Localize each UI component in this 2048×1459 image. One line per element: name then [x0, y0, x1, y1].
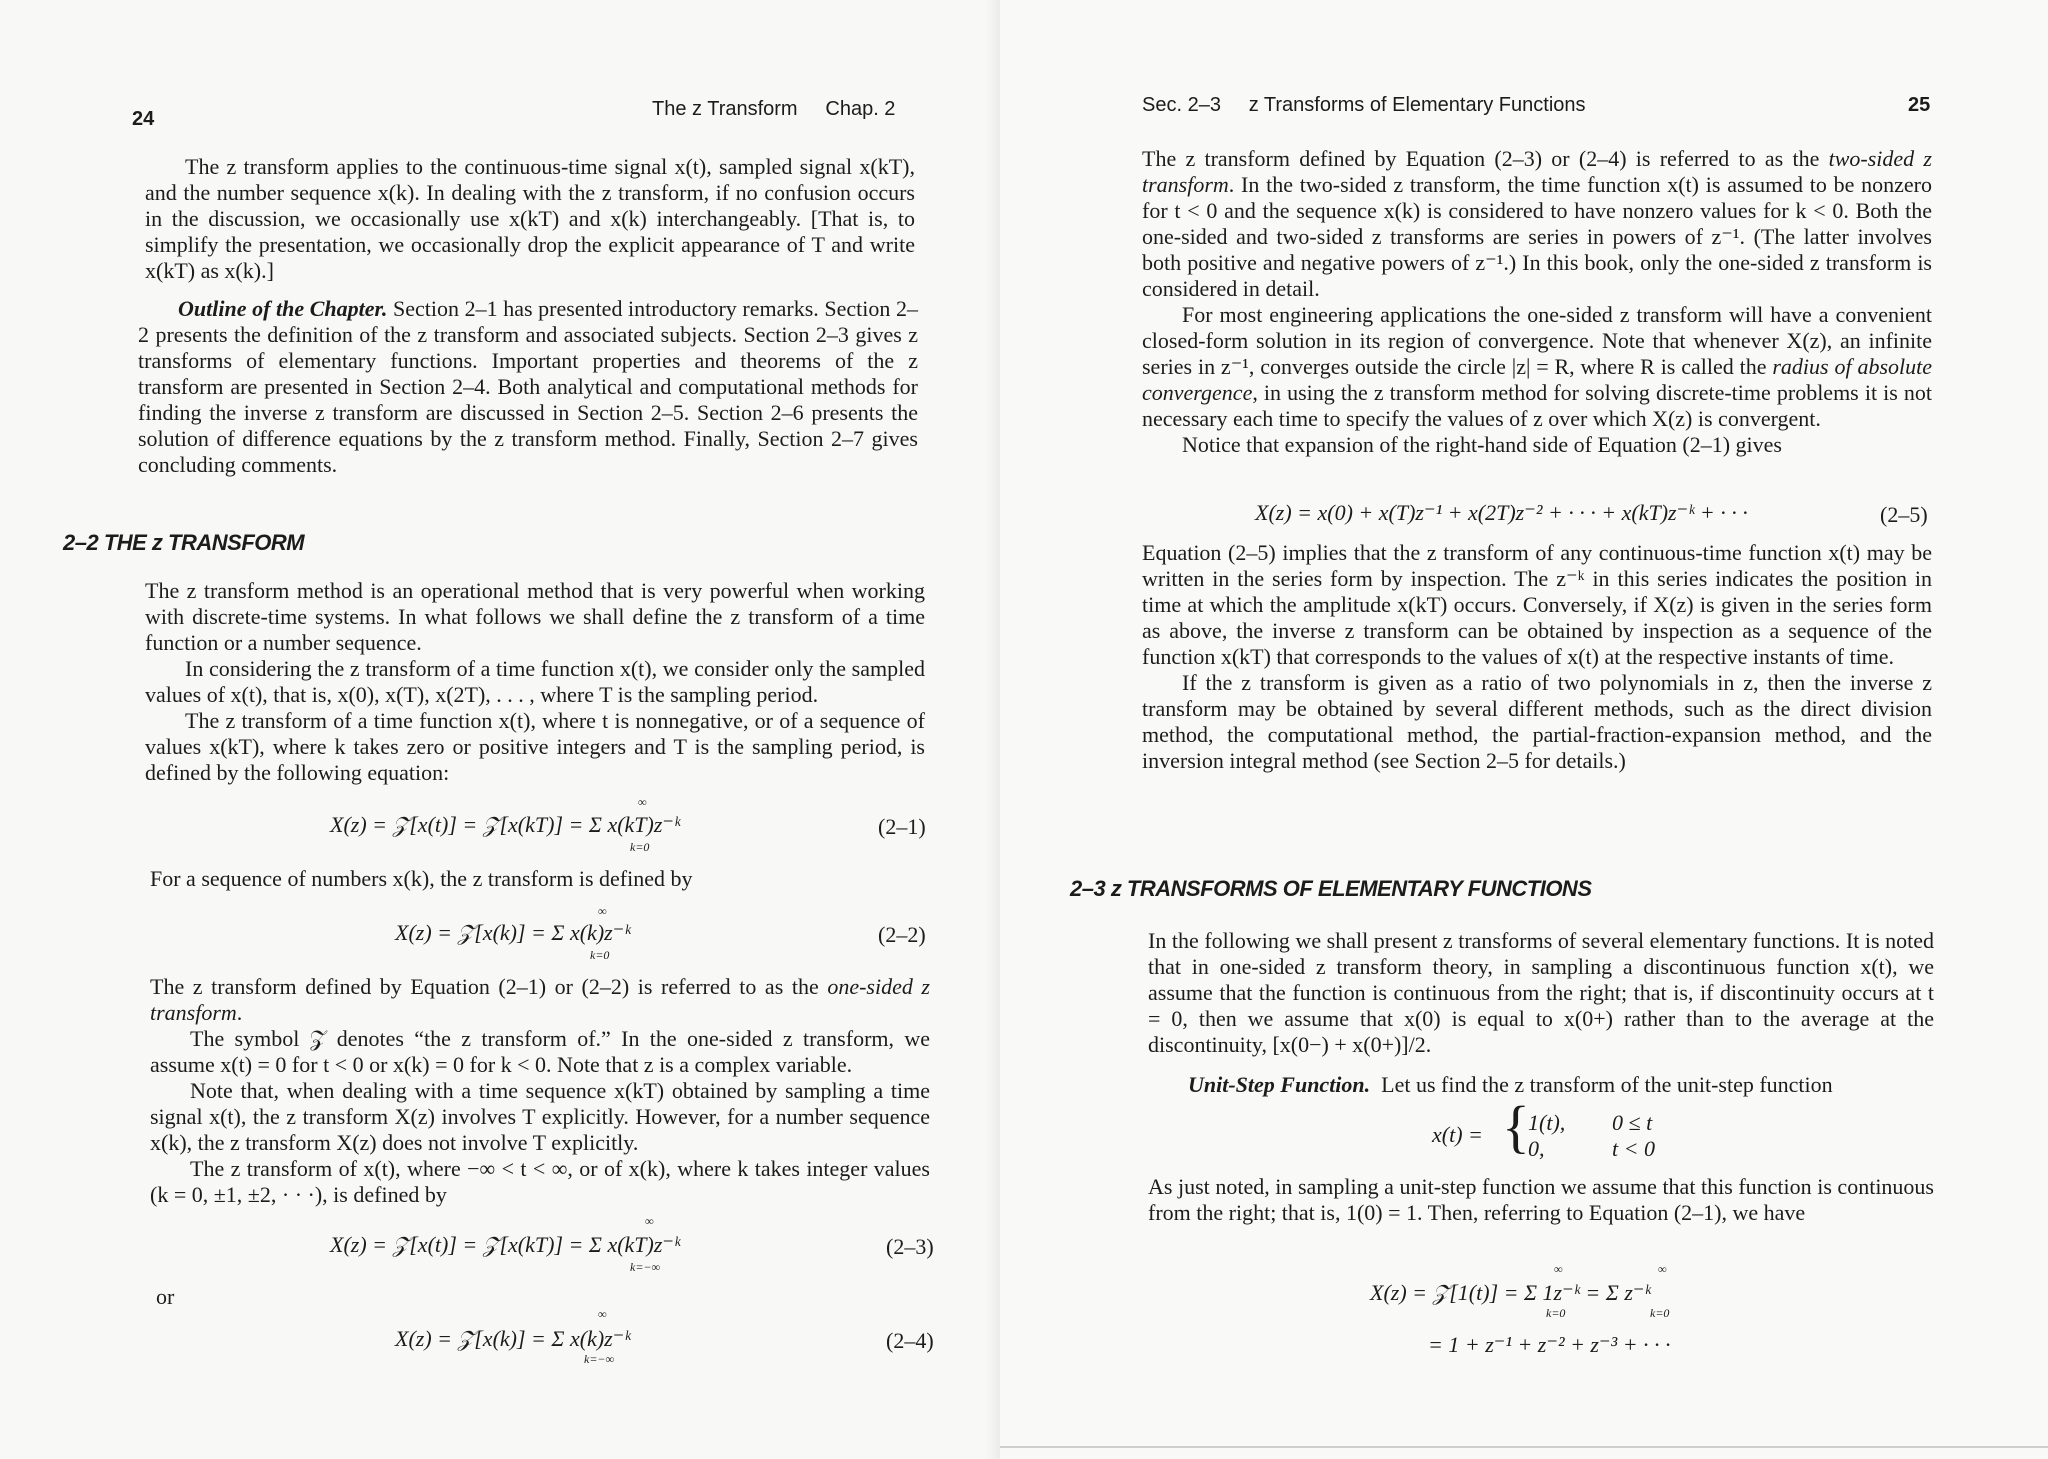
- paragraph: As just noted, in sampling a unit-step function we assume that this function is continuous from the right; that is, 1(0) = 1. Then, referring to Equation (2–1), we have: [1148, 1174, 1934, 1225]
- text-span: , in using the z transform method for solving discrete-time problems it is not necessary each time to specify the values of z over which X(z) is convergent.: [1142, 380, 1932, 431]
- piecewise-case: 1(t),: [1528, 1110, 1566, 1135]
- equation-series-line: = 1 + z⁻¹ + z⁻² + z⁻³ + · · ·: [1428, 1332, 1671, 1357]
- intro-paragraph: [105, 154, 915, 284]
- bottom-edge-shadow: [1000, 1446, 2048, 1448]
- paragraph: The symbol 𝒵 denotes “the z transform of.” In the one-sided z transform, we assume x(t) = 0 for t < 0 or x(k) = 0 for k < 0. Note that z is a complex variable.: [150, 1026, 930, 1077]
- unit-step-label: Unit-Step Function.: [1188, 1072, 1371, 1097]
- equation-2-5: X(z) = x(0) + x(T)z⁻¹ + x(2T)z⁻² + · · · + x(kT)z⁻ᵏ + · · ·: [1255, 500, 1748, 525]
- equation-number: (2–3): [886, 1234, 934, 1259]
- equation-number: (2–2): [878, 922, 926, 947]
- paragraph: Notice that expansion of the right-hand side of Equation (2–1) gives: [1182, 432, 1782, 457]
- text-span: For most engineering applications the one-sided z transform will have a convenient closed-form solution in its region of convergence. Note that whenever X(z), an infinite series in z⁻¹, converges outside the circle |z| = R, where R is called the: [1142, 302, 1932, 379]
- outline-text: Section 2–1 has presented introductory remarks. Section 2–2 presents the definition of the z transform and associated subjects. Section 2–3 gives z transforms of elementary functions. Important properties and theorems of the z transform are presented in Section 2–4. Both analytical and computational methods for finding the inverse z transform are discussed in Section 2–5. Section 2–6 presents the solution of difference equations by the z transform method. Finally, Section 2–7 gives concluding comments.: [138, 296, 918, 477]
- paragraph: The z transform of x(t), where −∞ < t < ∞, or of x(k), where k takes integer values (k = 0, ±1, ±2, · · ·), is defined by: [150, 1156, 930, 1207]
- paragraph: The z transform of a time function x(t), where t is nonnegative, or of a sequence of values x(kT), where k takes zero or positive integers and T is the sampling period, is defined by the following equation:: [145, 708, 925, 785]
- left-brace: {: [1502, 1094, 1530, 1159]
- sum-lower-limit: k=−∞: [630, 1260, 661, 1274]
- text-span: The z transform defined by Equation (2–3) or (2–4) is referred to as the: [1142, 146, 1829, 171]
- piecewise-lhs: x(t) =: [1432, 1122, 1483, 1147]
- paragraph: [1142, 146, 1932, 302]
- or-word: or: [156, 1284, 175, 1309]
- paragraph: Note that, when dealing with a time sequence x(kT) obtained by sampling a time signal x(t), the z transform X(z) involves T explicitly. However, for a number sequence x(k), the z transform X(z) does not involve T explicitly.: [150, 1078, 930, 1155]
- equation-2-1: X(z) = 𝒵[x(t)] = 𝒵[x(kT)] = Σ x(kT)z⁻ᵏ: [330, 812, 681, 837]
- paragraph: [1142, 302, 1932, 432]
- equation-unit-step-transform: X(z) = 𝒵[1(t)] = Σ 1z⁻ᵏ = Σ z⁻ᵏ: [1370, 1280, 1651, 1305]
- sum-lower-limit: k=0: [590, 948, 610, 962]
- paragraph: If the z transform is given as a ratio of two polynomials in z, then the inverse z transform may be obtained by several different methods, such as the direct division method, the computational method, the partial-fraction-expansion method, and the inversion integral method (see Section 2–5 for details.): [1142, 670, 1932, 773]
- right-page: [1000, 0, 2048, 1459]
- sum-upper-limit: ∞: [598, 1307, 607, 1321]
- page-number: 25: [1908, 94, 1931, 116]
- term-emphasis: two-sided z transform: [1142, 146, 1932, 197]
- body-text-block: [145, 578, 925, 786]
- sum-lower-limit: k=−∞: [584, 1352, 615, 1366]
- term-emphasis: one-sided z transform: [150, 974, 930, 1025]
- sum-upper-limit: ∞: [638, 795, 647, 809]
- paragraph: The z transform method is an operational method that is very powerful when working with discrete-time systems. In what follows we shall define the z transform of a time function or a number sequence.: [145, 578, 925, 655]
- equation-2-2: X(z) = 𝒵[x(k)] = Σ x(k)z⁻ᵏ: [395, 920, 631, 945]
- sum-upper-limit: ∞: [598, 904, 607, 918]
- running-header: The z Transform Chap. 2: [652, 98, 896, 120]
- sum-upper-limit: ∞: [645, 1214, 654, 1228]
- sum-upper-limit: ∞: [1554, 1262, 1563, 1276]
- paragraph: In considering the z transform of a time function x(t), we consider only the sampled values of x(t), that is, x(0), x(T), x(2T), . . . , where T is the sampling period.: [145, 656, 925, 707]
- paragraph: In the following we shall present z transforms of several elementary functions. It is noted that in one-sided z transform theory, in sampling a discontinuous function x(t), we assume that the function is continuous from the right; that is, if discontinuity occurs at t = 0, then we assume that x(0) is equal to x(0+) rather than to the average at the discontinuity, [x(0−) + x(0+)]/2.: [1148, 928, 1934, 1057]
- sum-lower-limit: k=0: [630, 840, 650, 854]
- unit-step-text: Let us find the z transform of the unit-step function: [1381, 1072, 1833, 1097]
- section-heading: 2–2 THE z TRANSFORM: [63, 530, 305, 555]
- paragraph: For a sequence of numbers x(k), the z transform is defined by: [150, 866, 693, 891]
- text-span: . In the two-sided z transform, the time function x(t) is assumed to be nonzero for t < 0 and the sequence x(k) is considered to have nonzero values for k < 0. Both the one-sided and two-sided z transforms are series in powers of z⁻¹. (The latter involves both positive and negative powers of z⁻¹.) In this book, only the one-sided z transform is considered in detail.: [1142, 172, 1932, 301]
- text-span: .: [236, 1000, 243, 1025]
- equation-2-4: X(z) = 𝒵[x(k)] = Σ x(k)z⁻ᵏ: [395, 1326, 631, 1351]
- piecewise-condition: 0 ≤ t: [1612, 1110, 1653, 1135]
- section-heading: 2–3 z TRANSFORMS OF ELEMENTARY FUNCTIONS: [1070, 876, 1592, 901]
- outline-paragraph: [138, 296, 918, 478]
- equation-number: (2–1): [878, 814, 926, 839]
- page-number: 24: [132, 108, 155, 130]
- text-span: The z transform defined by Equation (2–1) or (2–2) is referred to as the: [150, 974, 828, 999]
- term-emphasis: radius of absolute convergence: [1142, 354, 1933, 405]
- paragraph: Equation (2–5) implies that the z transform of any continuous-time function x(t) may be written in the series form by inspection. The z⁻ᵏ in this series indicates the position in time at which the amplitude x(kT) occurs. Conversely, if X(z) is given in the series form as above, the inverse z transform can be obtained by inspection as a sequence of the function x(kT) that corresponds to the values of x(t) at the respective instants of time.: [1142, 540, 1932, 669]
- equation-number: (2–5): [1880, 502, 1928, 527]
- sum-lower-limit: k=0: [1650, 1306, 1670, 1320]
- sum-lower-limit: k=0: [1546, 1306, 1566, 1320]
- piecewise-case: 0,: [1528, 1136, 1545, 1161]
- intro-paragraph-text: The z transform applies to the continuous-time signal x(t), sampled signal x(kT), and the number sequence x(k). In dealing with the z transform, if no confusion occurs in the discussion, we occasionally use x(kT) and x(k) interchangeably. [That is, to simplify the presentation, we occasionally drop the explicit appearance of T and write x(kT) as x(k).]: [145, 154, 915, 283]
- running-header: Sec. 2–3 z Transforms of Elementary Functions: [1142, 94, 1586, 116]
- piecewise-condition: t < 0: [1612, 1136, 1655, 1161]
- paragraph: [150, 974, 930, 1026]
- body-text-block: [150, 974, 930, 1208]
- equation-2-3: X(z) = 𝒵[x(t)] = 𝒵[x(kT)] = Σ x(kT)z⁻ᵏ: [330, 1232, 681, 1257]
- left-page: [0, 0, 1000, 1459]
- body-text-block: [1142, 146, 1932, 458]
- sum-upper-limit: ∞: [1658, 1262, 1667, 1276]
- equation-number: (2–4): [886, 1328, 934, 1353]
- outline-label: Outline of the Chapter.: [178, 296, 388, 321]
- unit-step-paragraph: [1148, 1072, 1934, 1098]
- body-text-block: [1142, 540, 1932, 774]
